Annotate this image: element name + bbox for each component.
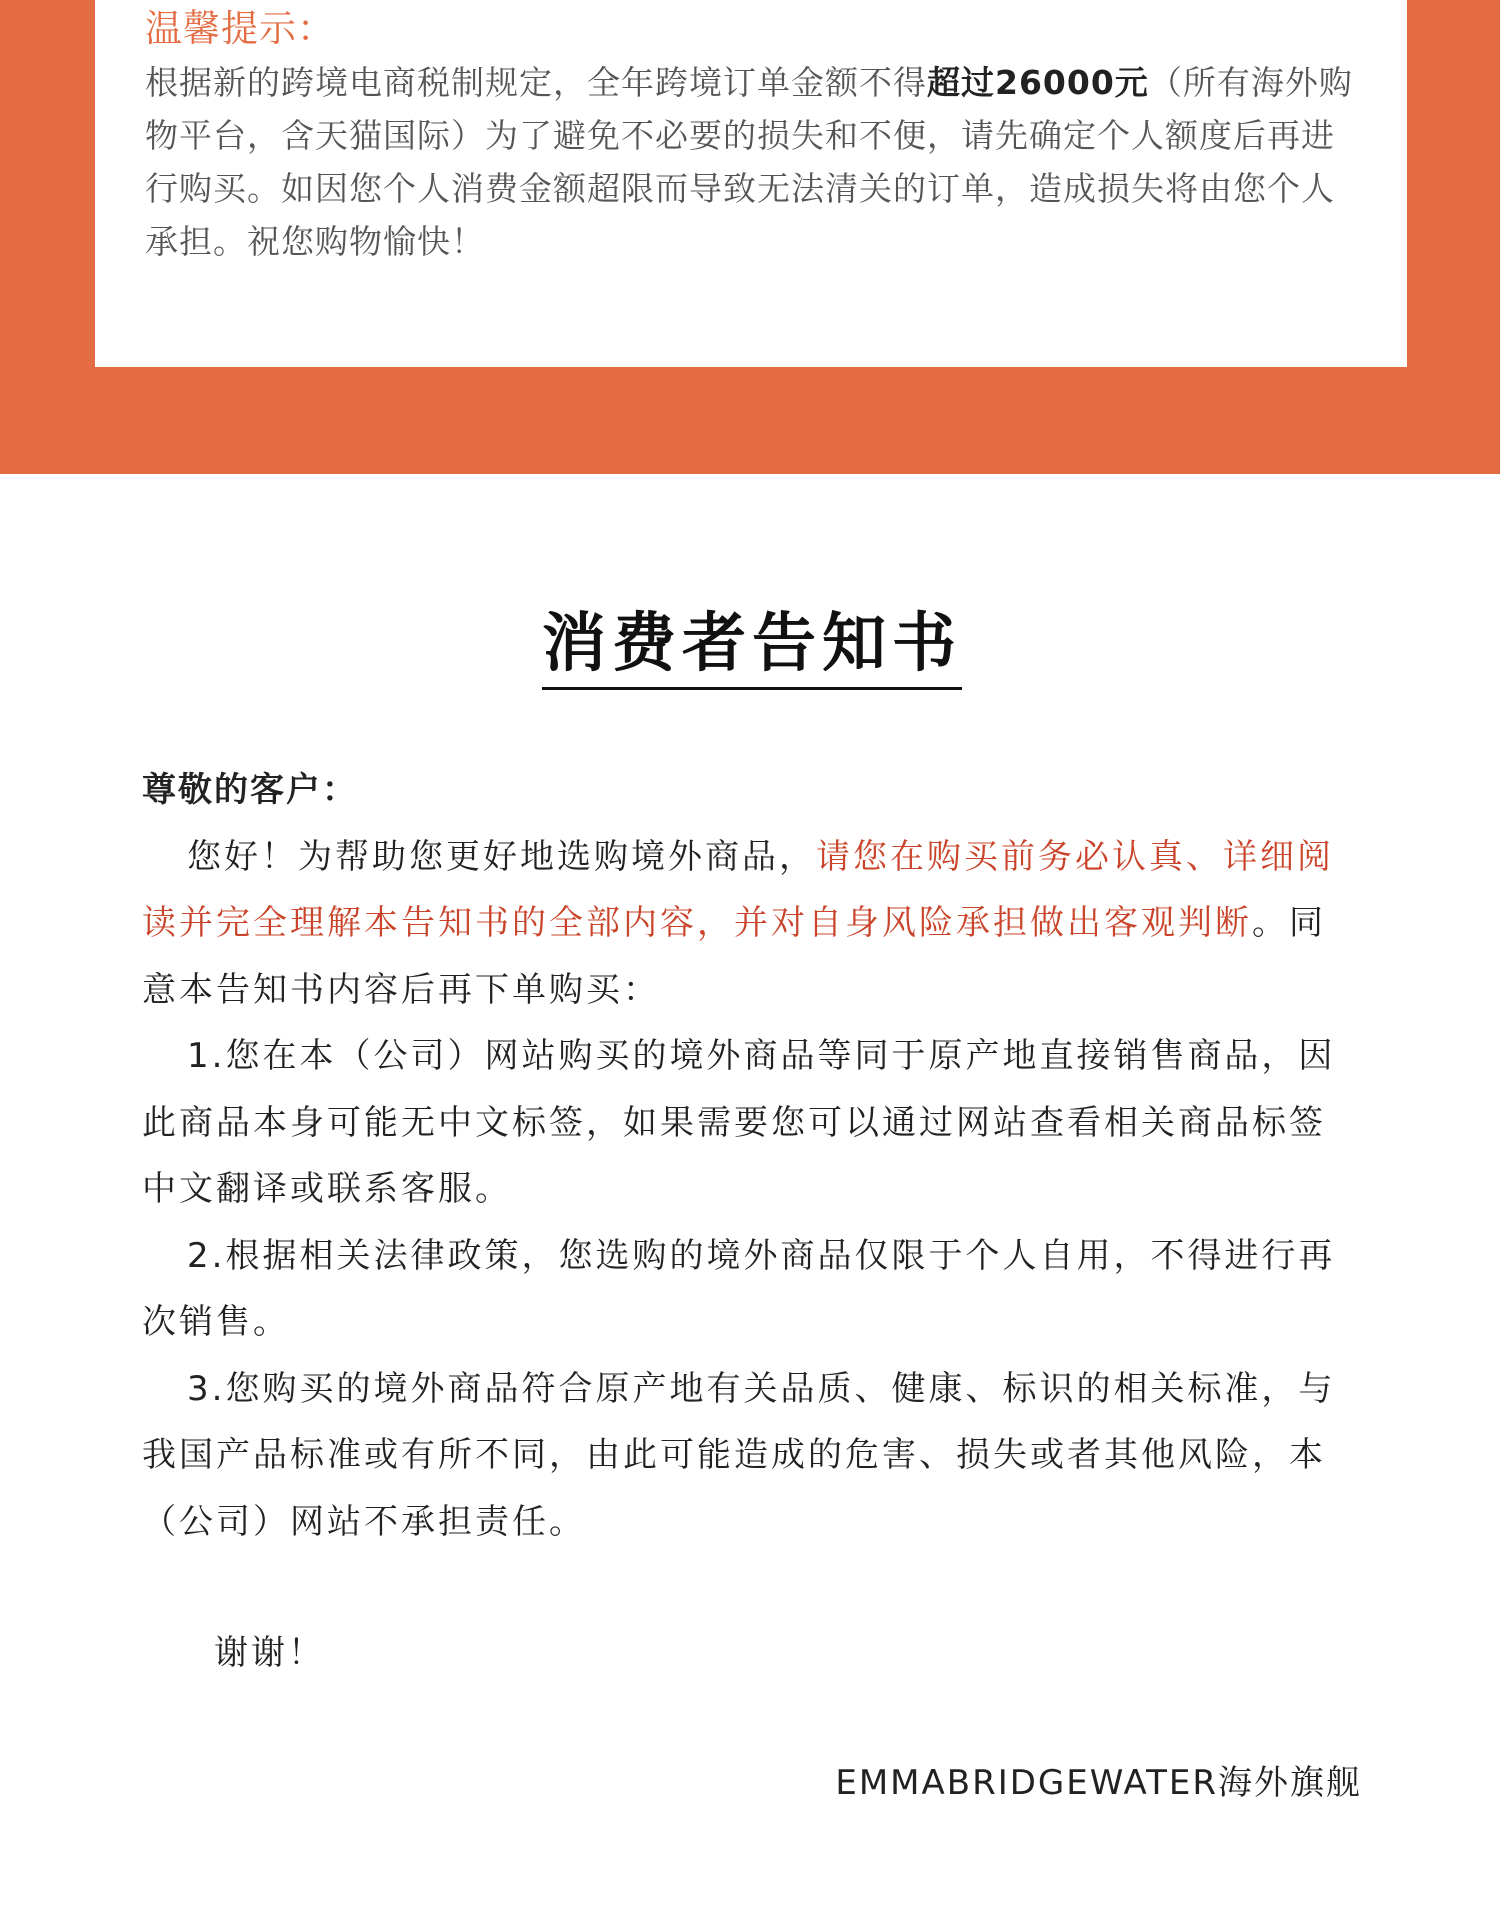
salutation: 尊敬的客户： [142, 770, 358, 810]
clause-3: 3.您购买的境外商品符合原产地有关品质、健康、标识的相关标准，与我国产品标准或有所不同，由此可能造成的危害、损失或者其他风险，本（公司）网站不承担责任。 [142, 1368, 1336, 1542]
document-title-wrapper [142, 605, 1362, 683]
notice-body [145, 56, 1357, 268]
orange-header-band [0, 0, 1500, 474]
intro-paragraph [142, 824, 1362, 1024]
notice-limit-amount: 超过26000元 [927, 63, 1149, 102]
intro-warning-highlight: 请您在购买前务必认真、详细阅读并完全理解本告知书的全部内容，并对自身风险承担做出客观判断 [142, 836, 1334, 943]
notice-title: 温馨提示： [145, 7, 335, 50]
intro-text-part2: 。同意本告知书内容后再下单购买： [142, 903, 1326, 1010]
notice-text-part2: （所有海外购物平台，含天猫国际）为了避免不必要的损失和不便，请先确定个人额度后再进行购买。如因您个人消费金额超限而导致无法清关的订单，造成损失将由您个人承担。祝您购物愉快！ [145, 63, 1353, 261]
document-title: 消费者告知书 [542, 607, 962, 690]
thanks-text: 谢谢！ [214, 1633, 325, 1673]
notice-text-part1: 根据新的跨境电商税制规定，全年跨境订单金额不得 [145, 63, 927, 102]
store-signature: EMMABRIDGEWATER海外旗舰 [835, 1763, 1362, 1803]
clause-1: 1.您在本（公司）网站购买的境外商品等同于原产地直接销售商品，因此商品本身可能无中文标签，如果需要您可以通过网站查看相关商品标签中文翻译或联系客服。 [142, 1036, 1336, 1209]
intro-text-part1: 您好！为帮助您更好地选购境外商品， [187, 836, 816, 877]
document-body [142, 757, 1362, 1555]
notice-card [95, 0, 1407, 367]
clause-2: 2.根据相关法律政策，您选购的境外商品仅限于个人自用，不得进行再次销售。 [142, 1235, 1336, 1342]
